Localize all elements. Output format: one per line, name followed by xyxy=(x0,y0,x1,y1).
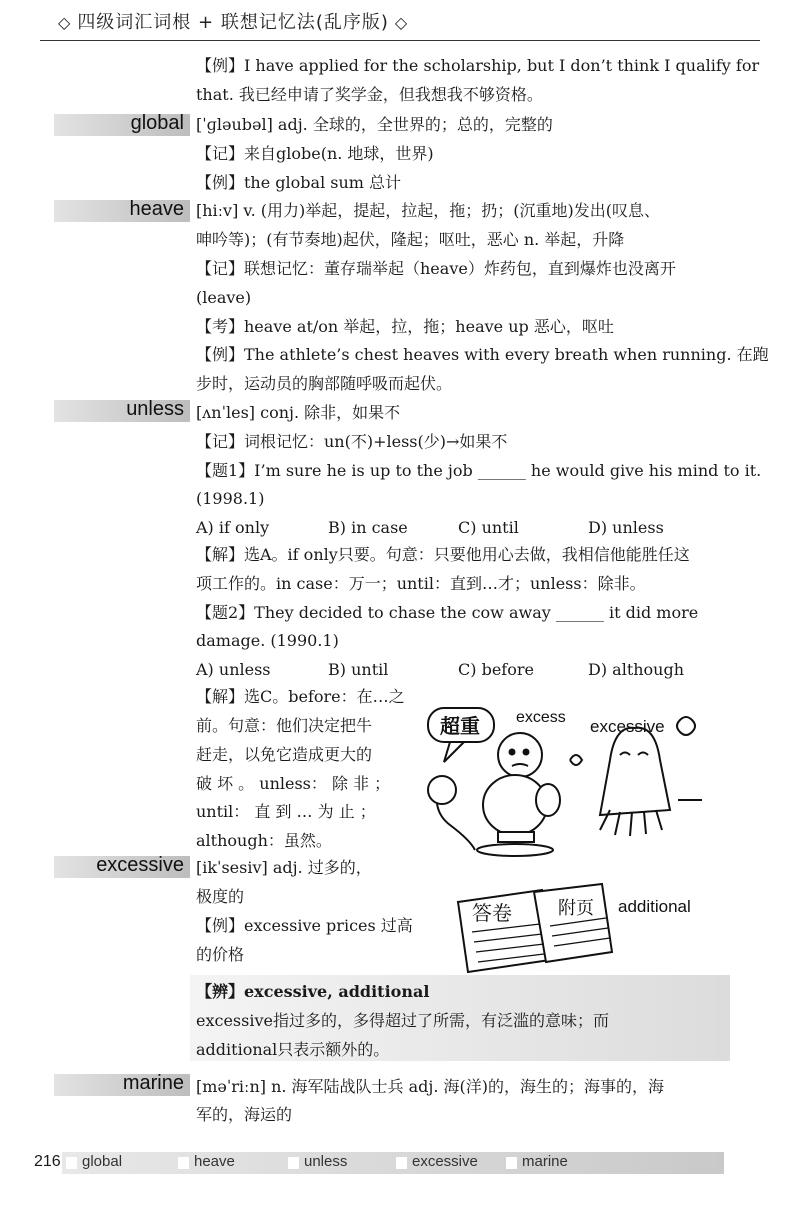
index-square-icon xyxy=(288,1157,299,1169)
entry-line: 军的，海运的 xyxy=(196,1105,293,1124)
option-c: C) before xyxy=(458,660,534,679)
footer-index-excessive: excessive xyxy=(412,1153,478,1170)
entry-line: [ˈɡləubəl] adj. 全球的，全世界的；总的，完整的 xyxy=(196,115,553,134)
footer-index-unless: unless xyxy=(304,1153,348,1170)
entry-line: 的价格 xyxy=(196,945,245,964)
page-number: 216 xyxy=(34,1153,61,1170)
option-b: B) in case xyxy=(328,518,408,537)
cartoon-additional-illustration xyxy=(450,880,730,980)
index-square-icon xyxy=(178,1157,189,1169)
entry-line: 步时，运动员的胸部随呼吸而起伏。 xyxy=(196,374,453,393)
option-a: A) if only xyxy=(196,518,270,537)
option-a: A) unless xyxy=(196,660,271,679)
index-square-icon xyxy=(396,1157,407,1169)
cartoon-excess-illustration xyxy=(420,700,720,860)
question-line: damage. (1990.1) xyxy=(196,631,339,650)
answer-line: 【解】选A。if only只要。句意：只要他用心去做，我相信他能胜任这 xyxy=(196,545,690,564)
overweight-sign: 超重 xyxy=(440,714,480,738)
entry-line: 呻吟等)；(有节奏地)起伏，隆起；呕吐，恶心 n. 举起，升降 xyxy=(196,230,625,249)
footer-index-heave: heave xyxy=(194,1153,235,1170)
distinction-title: 【辨】excessive, additional xyxy=(196,982,430,1001)
headword-marine: marine xyxy=(122,1072,184,1094)
answer-line: 破 坏 。 unless： 除 非 ； xyxy=(196,774,391,793)
question-line: 【题1】I’m sure he is up to the job ______ he would give his mind to it. xyxy=(196,461,762,480)
headword-unless: unless xyxy=(126,398,184,420)
header-title: 四级词汇词根 + 联想记忆法(乱序版) xyxy=(77,12,389,33)
index-square-icon xyxy=(66,1157,77,1169)
entry-line: (leave) xyxy=(196,288,252,307)
answer-line: although：虽然。 xyxy=(196,831,332,850)
option-d: D) although xyxy=(588,660,685,679)
entry-line: 【记】来自globe(n. 地球，世界) xyxy=(196,144,434,163)
option-d: D) unless xyxy=(588,518,664,537)
option-b: B) until xyxy=(328,660,389,679)
question-line: (1998.1) xyxy=(196,489,265,508)
example-line: 【例】I have applied for the scholarship, but I don’t think I qualify for xyxy=(196,56,760,75)
answer-line: 前。句意：他们决定把牛 xyxy=(196,716,373,735)
answer-line: 赶走，以免它造成更大的 xyxy=(196,745,373,764)
entry-line: [hiːv] v. (用力)举起，提起，拉起，拖；扔；(沉重地)发出(叹息、 xyxy=(196,201,660,220)
label-excess: excess xyxy=(516,709,566,726)
answer-sheet-label: 答卷 xyxy=(472,901,512,925)
header-rule xyxy=(40,40,760,41)
extra-page-label: 附页 xyxy=(558,898,594,919)
option-c: C) until xyxy=(458,518,519,537)
diamond-icon: ◇ xyxy=(58,13,72,32)
distinction-line: excessive指过多的，多得超过了所需，有泛滥的意味；而 xyxy=(196,1011,609,1030)
footer-index-global: global xyxy=(82,1153,123,1170)
entry-line: 【例】The athlete’s chest heaves with every breath when running. 在跑 xyxy=(196,345,769,364)
entry-line: 【记】联想记忆：董存瑞举起（heave）炸药包，直到爆炸也没离开 xyxy=(196,259,676,278)
entry-line: [ikˈsesiv] adj. 过多的， xyxy=(196,858,372,877)
entry-line: 【例】excessive prices 过高 xyxy=(196,916,413,935)
running-header xyxy=(52,8,414,34)
question-line: 【题2】They decided to chase the cow away ______ it did more xyxy=(196,603,699,622)
headword-heave: heave xyxy=(129,198,184,220)
entry-line: 【记】词根记忆：un(不)+less(少)→如果不 xyxy=(196,432,508,451)
headword-global: global xyxy=(130,112,184,134)
label-additional: additional xyxy=(618,897,691,916)
headword-excessive: excessive xyxy=(96,854,184,876)
distinction-line: additional只表示额外的。 xyxy=(196,1040,390,1059)
entry-line: [məˈriːn] n. 海军陆战队士兵 adj. 海(洋)的，海生的；海事的，海 xyxy=(196,1077,665,1096)
answer-line: 项工作的。in case：万一；until：直到…才；unless：除非。 xyxy=(196,574,646,593)
answer-line: until： 直 到 … 为 止 ； xyxy=(196,802,376,821)
diamond-icon: ◇ xyxy=(394,13,409,32)
entry-line: [ʌnˈles] conj. 除非，如果不 xyxy=(196,403,401,422)
answer-line: 【解】选C。before：在…之 xyxy=(196,687,405,706)
example-line: that. 我已经申请了奖学金，但我想我不够资格。 xyxy=(196,85,543,104)
footer-index-bar xyxy=(62,1152,724,1174)
label-excessive: excessive xyxy=(590,717,665,736)
footer-index-marine: marine xyxy=(522,1153,568,1170)
index-square-icon xyxy=(506,1157,517,1169)
entry-line: 【例】the global sum 总计 xyxy=(196,173,402,192)
entry-line: 【考】heave at/on 举起，拉，拖；heave up 恶心，呕吐 xyxy=(196,317,614,336)
entry-line: 极度的 xyxy=(196,887,245,906)
